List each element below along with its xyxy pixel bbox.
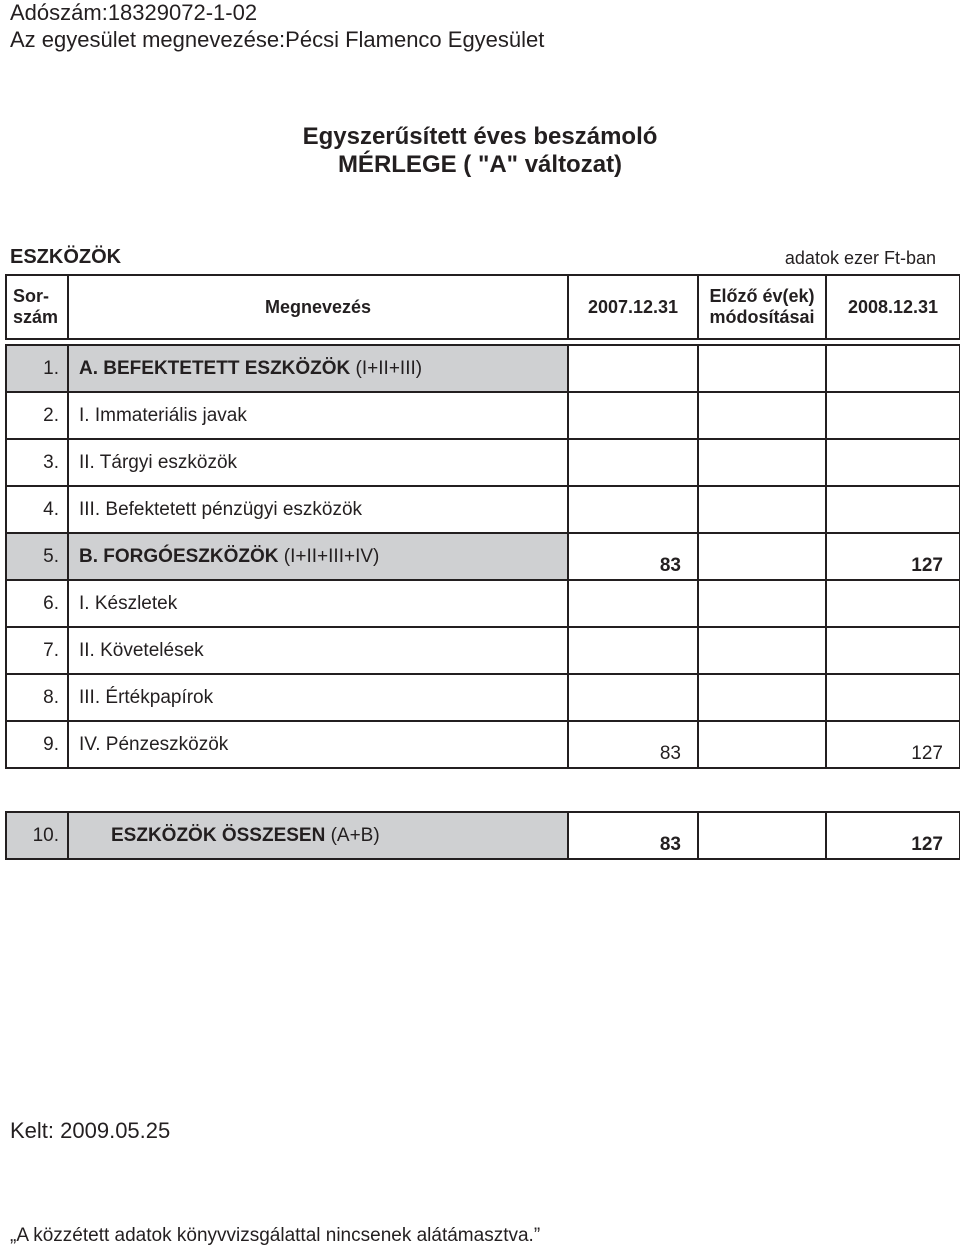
- total-seq: 10.: [6, 812, 68, 859]
- row-mod: [698, 580, 826, 627]
- row-name-rest: (I+II+III+IV): [278, 545, 380, 567]
- row-name-rest: Tárgyi eszközök: [94, 451, 238, 473]
- row-name-rest: Pénzeszközök: [100, 733, 229, 755]
- row-name-bold: FORGÓESZKÖZÖK: [103, 545, 279, 567]
- row-mod: [698, 392, 826, 439]
- row-name-rest: Befektetett pénzügyi eszközök: [100, 498, 363, 520]
- row-seq: 5.: [6, 533, 68, 580]
- footnote: „A közzétett adatok könyvvizsgálattal nincsenek alátámasztva.”: [10, 1225, 541, 1246]
- header-name: Megnevezés: [68, 275, 568, 339]
- row-mod: [698, 721, 826, 768]
- row-name: [68, 721, 568, 768]
- total-row: [6, 812, 960, 859]
- table-row: [6, 392, 960, 439]
- row-prefix: I.: [79, 404, 90, 426]
- header-seq: [6, 275, 68, 339]
- total-name: [68, 812, 568, 859]
- row-prev: [568, 439, 698, 486]
- total-curr: 127: [826, 812, 960, 859]
- row-prefix: A.: [79, 357, 98, 379]
- row-prefix: I.: [79, 592, 90, 614]
- units-note: adatok ezer Ft-ban: [784, 248, 936, 268]
- row-seq: 2.: [6, 392, 68, 439]
- table-row: [6, 533, 960, 580]
- table-row: [6, 674, 960, 721]
- row-mod: [698, 345, 826, 392]
- header-mod-line2: módosításai: [709, 307, 815, 327]
- row-name-rest: (I+II+III): [350, 357, 423, 379]
- row-curr: [826, 439, 960, 486]
- row-seq: 1.: [6, 345, 68, 392]
- row-prev: [568, 392, 698, 439]
- table-row: [6, 627, 960, 674]
- organization-name: Az egyesület megnevezése:Pécsi Flamenco Egyesület: [10, 27, 545, 52]
- report-title: Egyszerűsített éves beszámoló: [302, 123, 658, 150]
- row-prefix: II.: [79, 451, 95, 473]
- row-mod: [698, 627, 826, 674]
- row-prev: [568, 580, 698, 627]
- row-mod: [698, 533, 826, 580]
- row-name-bold: BEFEKTETETT ESZKÖZÖK: [103, 357, 351, 379]
- table-row: [6, 721, 960, 768]
- row-prev: 83: [568, 721, 698, 768]
- header-mod-line1: Előző év(ek): [709, 286, 815, 306]
- row-curr: [826, 345, 960, 392]
- row-seq: 8.: [6, 674, 68, 721]
- header-curr-year: 2008.12.31: [826, 275, 960, 339]
- header-prev-year: 2007.12.31: [568, 275, 698, 339]
- total-name-rest: (A+B): [325, 824, 380, 846]
- row-seq: 4.: [6, 486, 68, 533]
- row-name-rest: Értékpapírok: [100, 686, 214, 708]
- header-modifications: [698, 275, 826, 339]
- row-name: [68, 674, 568, 721]
- row-prev: [568, 345, 698, 392]
- row-seq: 9.: [6, 721, 68, 768]
- row-name-rest: Immateriális javak: [89, 404, 247, 426]
- row-name: [68, 533, 568, 580]
- table-row: [6, 486, 960, 533]
- row-seq: 7.: [6, 627, 68, 674]
- row-name: [68, 627, 568, 674]
- table-header-row: [6, 275, 960, 339]
- row-prev: 83: [568, 533, 698, 580]
- header-seq-line2: szám: [13, 307, 59, 327]
- row-name-rest: Követelések: [94, 639, 204, 661]
- table-row: [6, 580, 960, 627]
- row-curr: [826, 580, 960, 627]
- row-name: [68, 439, 568, 486]
- row-mod: [698, 439, 826, 486]
- total-table: [5, 811, 960, 860]
- total-mod: [698, 812, 826, 859]
- row-curr: [826, 627, 960, 674]
- row-prefix: III.: [79, 498, 101, 520]
- balance-table: [5, 274, 960, 769]
- table-row: [6, 345, 960, 392]
- row-name: [68, 345, 568, 392]
- row-curr: [826, 486, 960, 533]
- row-name: [68, 486, 568, 533]
- report-subtitle: MÉRLEGE ( "A" változat): [337, 151, 623, 178]
- row-seq: 6.: [6, 580, 68, 627]
- row-name: [68, 580, 568, 627]
- row-curr: [826, 674, 960, 721]
- row-curr: 127: [826, 721, 960, 768]
- row-name-rest: Készletek: [89, 592, 178, 614]
- row-mod: [698, 674, 826, 721]
- row-prefix: II.: [79, 639, 95, 661]
- row-seq: 3.: [6, 439, 68, 486]
- row-prefix: B.: [79, 545, 98, 567]
- row-curr: 127: [826, 533, 960, 580]
- row-mod: [698, 486, 826, 533]
- row-prefix: IV.: [79, 733, 101, 755]
- date-line: Kelt: 2009.05.25: [10, 1118, 171, 1143]
- row-prev: [568, 674, 698, 721]
- tax-id: Adószám:18329072-1-02: [10, 0, 258, 25]
- section-label: ESZKÖZÖK: [10, 246, 122, 268]
- row-prefix: III.: [79, 686, 101, 708]
- total-prev: 83: [568, 812, 698, 859]
- header-seq-line1: Sor-: [13, 286, 49, 306]
- row-prev: [568, 627, 698, 674]
- row-name: [68, 392, 568, 439]
- table-row: [6, 439, 960, 486]
- row-curr: [826, 392, 960, 439]
- total-name-bold: ESZKÖZÖK ÖSSZESEN: [111, 824, 326, 846]
- row-prev: [568, 486, 698, 533]
